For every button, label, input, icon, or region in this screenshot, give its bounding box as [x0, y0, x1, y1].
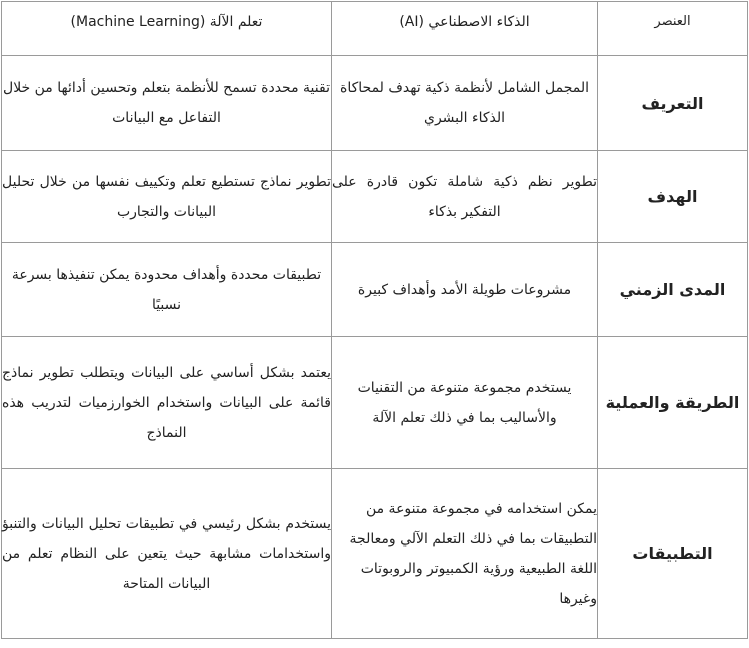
- ai-cell: تطوير نظم ذكية شاملة تكون قادرة على التفكير بذكاء: [332, 151, 598, 243]
- header-ml: تعلم الآلة (Machine Learning): [2, 2, 332, 56]
- table-row: [2, 469, 748, 639]
- ml-cell: تطبيقات محددة وأهداف محدودة يمكن تنفيذها بسرعة نسبيًا: [2, 243, 332, 337]
- comparison-table-container: [1, 1, 748, 639]
- ai-cell: يستخدم مجموعة متنوعة من التقنيات والأساليب بما في ذلك تعلم الآلة: [332, 337, 598, 469]
- row-key: المدى الزمني: [598, 243, 748, 337]
- ml-cell: تقنية محددة تسمح للأنظمة بتعلم وتحسين أدائها من خلال التفاعل مع البيانات: [2, 56, 332, 151]
- table-row: [2, 151, 748, 243]
- row-key: الهدف: [598, 151, 748, 243]
- ai-cell: يمكن استخدامه في مجموعة متنوعة من التطبيقات بما في ذلك التعلم الآلي ومعالجة اللغة الطبيعية ورؤية الكمبيوتر والروبوتات وغيرها: [332, 469, 598, 639]
- table-row: [2, 56, 748, 151]
- header-ai: الذكاء الاصطناعي (AI): [332, 2, 598, 56]
- ai-cell: المجمل الشامل لأنظمة ذكية تهدف لمحاكاة الذكاء البشري: [332, 56, 598, 151]
- ai-cell: مشروعات طويلة الأمد وأهداف كبيرة: [332, 243, 598, 337]
- ml-cell: تطوير نماذج تستطيع تعلم وتكييف نفسها من خلال تحليل البيانات والتجارب: [2, 151, 332, 243]
- table-row: [2, 337, 748, 469]
- row-key: الطريقة والعملية: [598, 337, 748, 469]
- row-key: التطبيقات: [598, 469, 748, 639]
- header-row: [2, 2, 748, 56]
- header-element: العنصر: [598, 2, 748, 56]
- row-key: التعريف: [598, 56, 748, 151]
- ml-cell: يعتمد بشكل أساسي على البيانات ويتطلب تطوير نماذج قائمة على البيانات واستخدام الخوارزميات لتدريب هذه النماذج: [2, 337, 332, 469]
- comparison-table: [1, 1, 748, 639]
- table-row: [2, 243, 748, 337]
- ml-cell: يستخدم بشكل رئيسي في تطبيقات تحليل البيانات والتنبؤ واستخدامات مشابهة حيث يتعين على النظام تعلم من البيانات المتاحة: [2, 469, 332, 639]
